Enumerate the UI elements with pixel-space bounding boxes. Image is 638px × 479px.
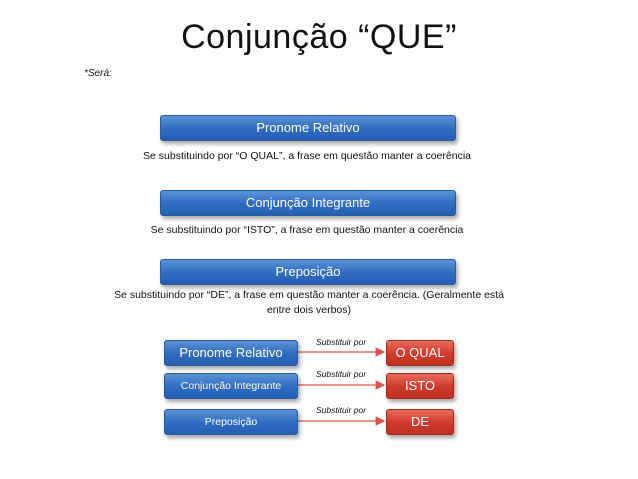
to-box-isto: ISTO — [386, 373, 454, 399]
arrow-label-2: Substituir por — [315, 369, 367, 379]
to-box-de: DE — [386, 409, 454, 435]
pronome-relativo-bar: Pronome Relativo — [160, 115, 456, 141]
from-box-preposicao: Preposição — [164, 409, 298, 435]
page-title: Conjunção “QUE” — [181, 18, 457, 56]
subtitle: *Será: — [84, 68, 112, 79]
arrow-label-3: Substituir por — [315, 405, 367, 415]
conjuncao-integrante-bar: Conjunção Integrante — [160, 190, 456, 216]
from-box-conjuncao-integrante: Conjunção Integrante — [164, 373, 298, 399]
arrow-label-1: Substituir por — [315, 337, 367, 347]
preposicao-description: Se substituindo por “DE”, a frase em questão manter a coerência. (Geralmente está entre dois verbos) — [114, 289, 504, 316]
from-box-pronome-relativo: Pronome Relativo — [164, 340, 298, 366]
preposicao-bar: Preposição — [160, 259, 456, 285]
pronome-relativo-description: Se substituindo por “O QUAL”, a frase em questão manter a coerência — [143, 150, 471, 162]
conjuncao-integrante-description: Se substituindo por “ISTO”, a frase em questão manter a coerência — [150, 224, 464, 236]
to-box-o-qual: O QUAL — [386, 340, 454, 366]
